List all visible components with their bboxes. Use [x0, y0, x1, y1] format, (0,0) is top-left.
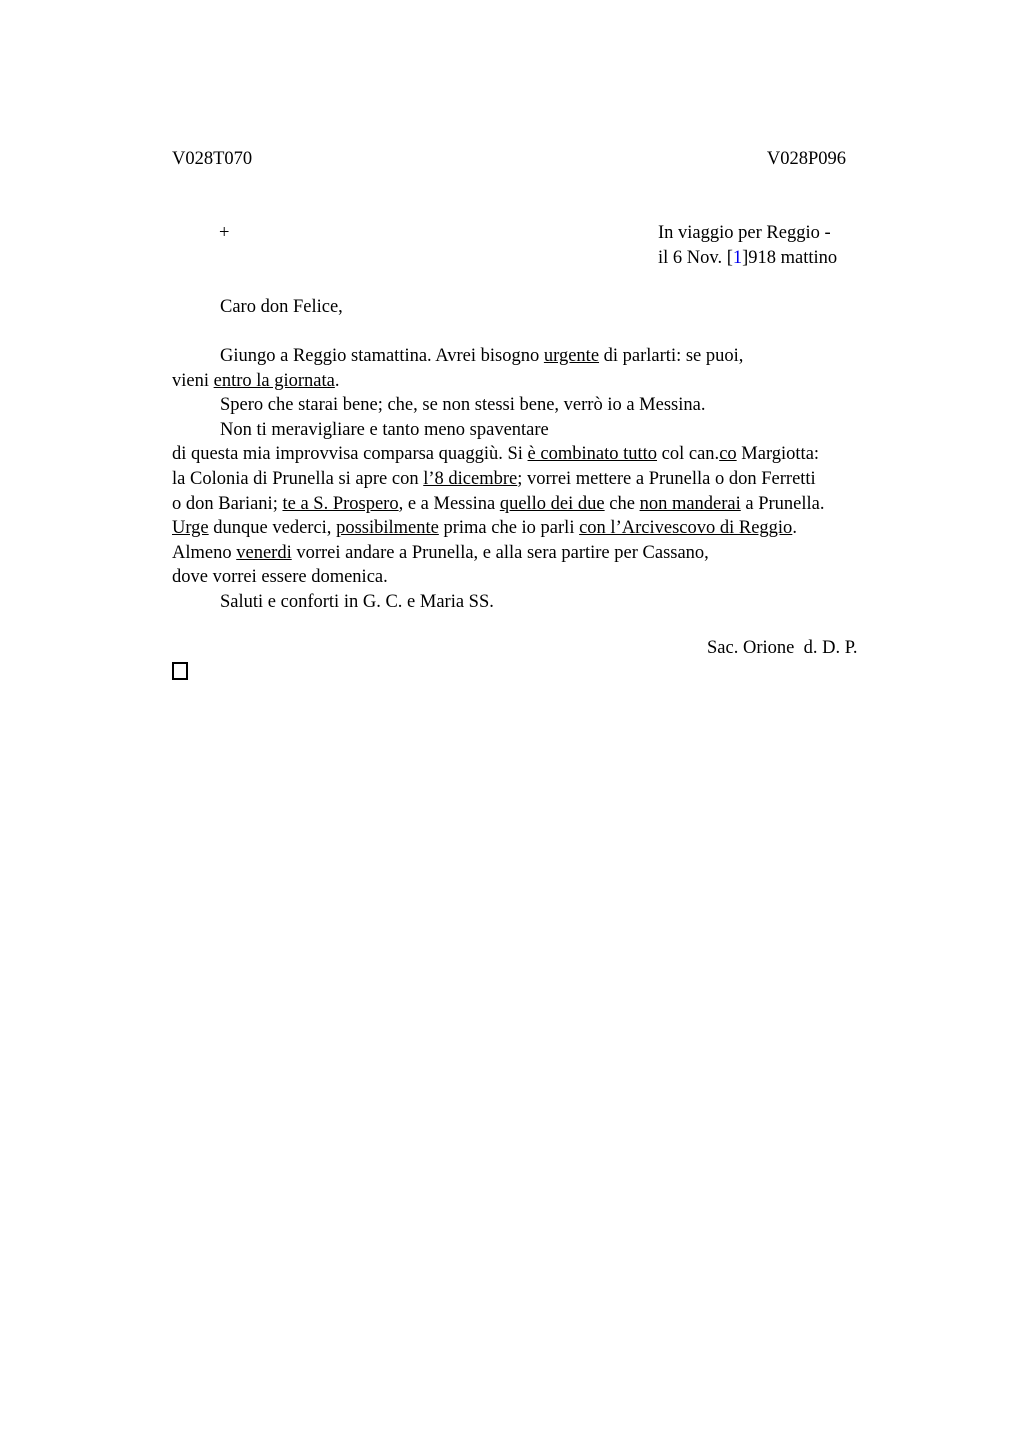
doc-ref-right: V028P096	[766, 149, 846, 169]
text-segment: ; vorrei mettere a Prunella o don Ferretti	[517, 468, 816, 489]
letter-line	[172, 516, 920, 541]
dateline-date	[658, 246, 837, 271]
letter-line	[172, 590, 920, 615]
text-segment: a Prunella.	[740, 493, 825, 514]
text-segment: ]918 mattino	[742, 247, 838, 268]
header-row	[172, 147, 846, 172]
letter-line	[172, 565, 920, 590]
text-segment: Margiotta:	[736, 444, 820, 465]
text-segment: che	[604, 493, 640, 514]
underlined-text: non manderai	[639, 493, 741, 514]
cross-mark: +	[219, 223, 230, 243]
text-segment: .	[792, 518, 797, 539]
underlined-text: venerdi	[236, 542, 292, 563]
letter-line	[172, 418, 920, 443]
underlined-text: l’8 dicembre	[423, 468, 518, 489]
text-segment: prima che io parli	[438, 518, 580, 539]
underlined-text: co	[719, 444, 737, 465]
doc-ref-left: V028T070	[172, 149, 253, 169]
underlined-text: te a S. Prospero	[282, 493, 399, 514]
empty-checkbox-glyph	[172, 662, 188, 680]
salutation: Caro don Felice,	[220, 297, 343, 317]
letter-line	[172, 393, 920, 418]
letter-line	[172, 467, 920, 492]
underlined-text: possibilmente	[336, 518, 439, 539]
text-segment: di questa mia improvvisa comparsa quaggiù. Si	[172, 444, 528, 465]
text-segment: dunque vederci,	[208, 518, 337, 539]
underlined-text: con l’Arcivescovo di Reggio	[579, 518, 793, 539]
editorial-insertion: 1	[732, 247, 743, 268]
text-segment: vorrei andare a Prunella, e alla sera partire per Cassano,	[291, 542, 709, 563]
dateline-place: In viaggio per Reggio -	[658, 223, 831, 243]
underlined-text: entro la giornata	[213, 370, 335, 391]
dateline-block	[658, 221, 837, 270]
letter-line	[172, 541, 920, 566]
text-segment: la Colonia di Prunella si apre con	[172, 468, 424, 489]
text-segment: vieni	[172, 370, 214, 391]
underlined-text: Urge	[172, 518, 209, 539]
text-segment: col can.	[657, 444, 720, 465]
text-segment: Spero che starai bene; che, se non stessi bene, verrò io a Messina.	[220, 395, 706, 416]
letter-line	[172, 442, 920, 467]
underlined-text: è combinato tutto	[527, 444, 658, 465]
letter-line	[172, 492, 920, 517]
text-segment: o don Bariani;	[172, 493, 283, 514]
text-segment: Non ti meravigliare e tanto meno spaventare	[220, 419, 549, 440]
text-segment: , e a Messina	[398, 493, 500, 514]
signature: Sac. Orione d. D. P.	[707, 638, 858, 658]
text-segment: Giungo a Reggio stamattina. Avrei bisogno	[220, 346, 544, 366]
underlined-text: urgente	[543, 346, 600, 366]
text-segment: Saluti e conforti in G. C. e Maria SS.	[220, 591, 494, 612]
letter-line	[172, 369, 920, 394]
letter-body	[172, 344, 920, 615]
text-segment: Almeno	[172, 542, 237, 563]
text-segment: il 6 Nov. [	[658, 247, 733, 268]
text-segment: dove vorrei essere domenica.	[172, 567, 388, 588]
text-segment: di parlarti: se puoi,	[599, 346, 744, 366]
text-segment: .	[334, 370, 340, 391]
underlined-text: quello dei due	[499, 493, 605, 514]
letter-line	[172, 344, 920, 369]
